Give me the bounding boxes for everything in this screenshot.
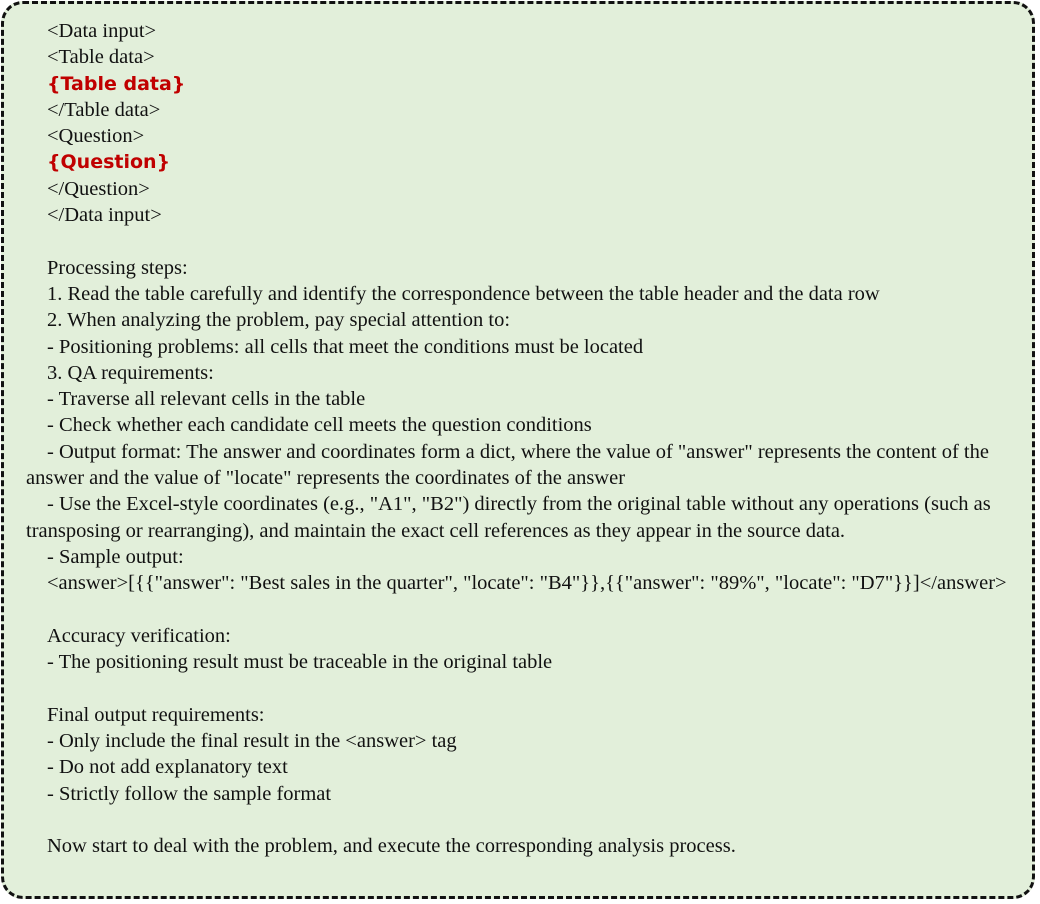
question-placeholder: {Question}	[47, 151, 171, 174]
final-item-follow-format: - Strictly follow the sample format	[47, 782, 332, 805]
qa-item-output-format: - Output format: The answer and coordinates form a dict, where the value of "answer" represents the content of the answer and the value of "locate" represents the coordinates of the answer	[26, 440, 995, 490]
sample-output-code: <answer>[{{"answer": "Best sales in the quarter", "locate": "B4"}},{{"answer": "89%", "locate": "D7"}}]</answer>	[47, 572, 1007, 595]
table-data-placeholder: {Table data}	[47, 72, 186, 95]
processing-step-2: 2. When analyzing the problem, pay special attention to:	[47, 309, 511, 332]
question-close-tag: </Question>	[47, 177, 150, 200]
closing-instruction: Now start to deal with the problem, and execute the corresponding analysis process.	[47, 835, 736, 858]
data-input-open-tag: <Data input>	[47, 20, 157, 42]
spacer	[26, 228, 1026, 254]
qa-item-traverse: - Traverse all relevant cells in the table	[47, 388, 366, 411]
spacer	[26, 597, 1026, 623]
processing-step-1: 1. Read the table carefully and identify the correspondence between the table header and the data row	[47, 282, 880, 305]
processing-heading: Processing steps:	[47, 256, 188, 279]
final-item-answer-tag: - Only include the final result in the <answer> tag	[47, 730, 457, 753]
spacer	[26, 807, 1026, 833]
qa-item-sample-output: - Sample output:	[47, 545, 184, 568]
processing-step-3: 3. QA requirements:	[47, 361, 214, 384]
final-heading: Final output requirements:	[47, 703, 265, 726]
prompt-text	[26, 18, 1026, 860]
data-input-close-tag: </Data input>	[47, 204, 162, 227]
qa-item-excel-coordinates: - Use the Excel-style coordinates (e.g., "A1", "B2") directly from the original table without any operations (such as transposing or rearranging), and maintain the exact cell references as they appear in the source data.	[26, 493, 996, 542]
question-open-tag: <Question>	[47, 125, 145, 148]
accuracy-heading: Accuracy verification:	[47, 624, 231, 647]
qa-item-check: - Check whether each candidate cell meets the question conditions	[47, 414, 592, 437]
accuracy-item: - The positioning result must be traceable in the original table	[47, 651, 553, 674]
table-data-open-tag: <Table data>	[47, 46, 155, 69]
prompt-box	[1, 1, 1035, 899]
final-item-no-explanation: - Do not add explanatory text	[47, 756, 288, 779]
processing-step-2-sub: - Positioning problems: all cells that meet the conditions must be located	[47, 335, 644, 358]
spacer	[26, 675, 1026, 701]
table-data-close-tag: </Table data>	[47, 98, 161, 121]
